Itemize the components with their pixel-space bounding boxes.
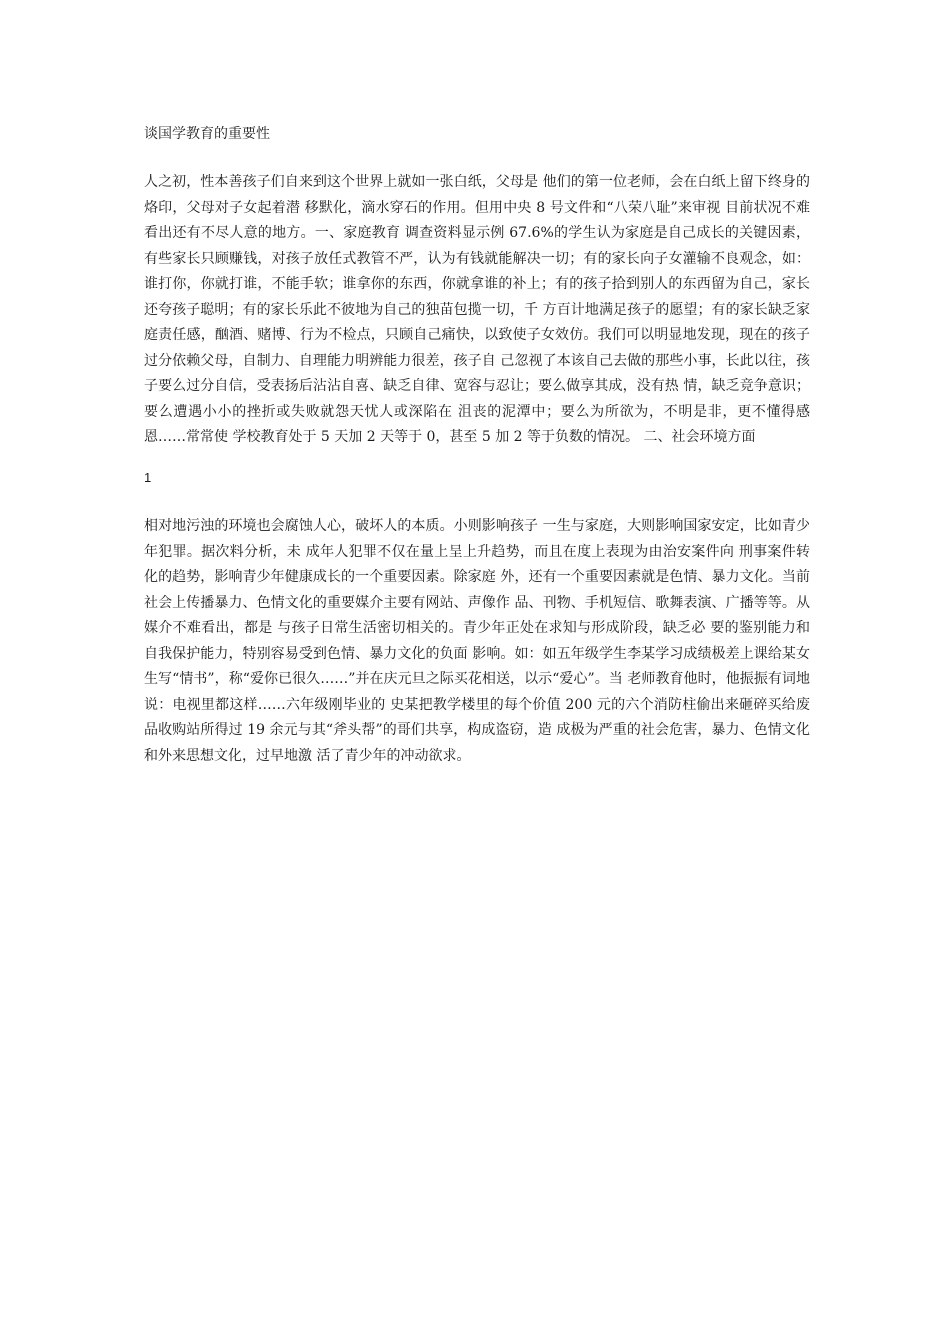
page-number: 1 — [144, 470, 152, 485]
paragraph-family-education: 人之初，性本善孩子们自来到这个世界上就如一张白纸，父母是 他们的第一位老师，会在白纸上留下终身的烙印，父母对子女起着潜 移默化，滴水穿石的作用。但用中央 8 号文件和“八荣八耻”来审视 目前状况不难看出还有不尽人意的地方。一、家庭教育 调查资料显示例 67.6%的学生认为家庭是自己成长的关键因素，有些家长只顾赚钱，对孩子放任式教管不严，认为有钱就能解决一切；有的家长向子女灌输不良观念，如：谁打你，你就打谁，不能手软；谁拿你的东西，你就拿谁的补上；有的孩子拾到别人的东西留为自己，家长还夸孩子聪明；有的家长乐此不彼地为自己的独苗包揽一切，千 方百计地满足孩子的愿望；有的家长缺乏家庭责任感，酗酒、赌博、行为不检点，只顾自己痛快，以致使子女效仿。我们可以明显地发现，现在的孩子过分依赖父母，自制力、自理能力明辨能力很差，孩子自 己忽视了本该自己去做的那些小事，长此以往，孩子要么过分自信，受表扬后沾沾自喜、缺乏自律、宽容与忍让；要么做享其成，没有热 情，缺乏竞争意识；要么遭遇小小的挫折或失败就怨天忧人或深陷在 沮丧的泥潭中；要么为所欲为，不明是非，更不懂得感恩……常常使 学校教育处于 5 天加 2 天等于 0，甚至 5 加 2 等于负数的情况。 二、社会环境方面 — [144, 174, 810, 445]
document-title: 谈国学教育的重要性 — [144, 126, 270, 142]
paragraph-social-environment: 相对地污浊的环境也会腐蚀人心，破坏人的本质。小则影响孩子 一生与家庭，大则影响国家安定，比如青少年犯罪。据次料分析，未 成年人犯罪不仅在量上呈上升趋势，而且在度上表现为由治安案件向 刑事案件转化的趋势，影响青少年健康成长的一个重要因素。除家庭 外，还有一个重要因素就是色情、暴力文化。当前社会上传播暴力、色情文化的重要媒介主要有网站、声像作 品、刊物、手机短信、歌舞表演、广播等等。从媒介不难看出，都是 与孩子日常生活密切相关的。青少年正处在求知与形成阶段，缺乏必 要的鉴别能力和自我保护能力，特别容易受到色情、暴力文化的负面 影响。如：如五年级学生李某学习成绩极差上课给某女生写“情书”，称“爱你已很久……”并在庆元旦之际买花相送，以示“爱心”。当 老师教育他时，他振振有词地说：电视里都这样……六年级刚毕业的 史某把教学楼里的每个价值 200 元的六个消防柱偷出来砸碎买给废 品收购站所得过 19 余元与其“斧头帮”的哥们共享，构成盗窃，造 成极为严重的社会危害，暴力、色情文化和外来思想文化，过早地激 活了青少年的冲动欲求。 — [144, 518, 810, 764]
